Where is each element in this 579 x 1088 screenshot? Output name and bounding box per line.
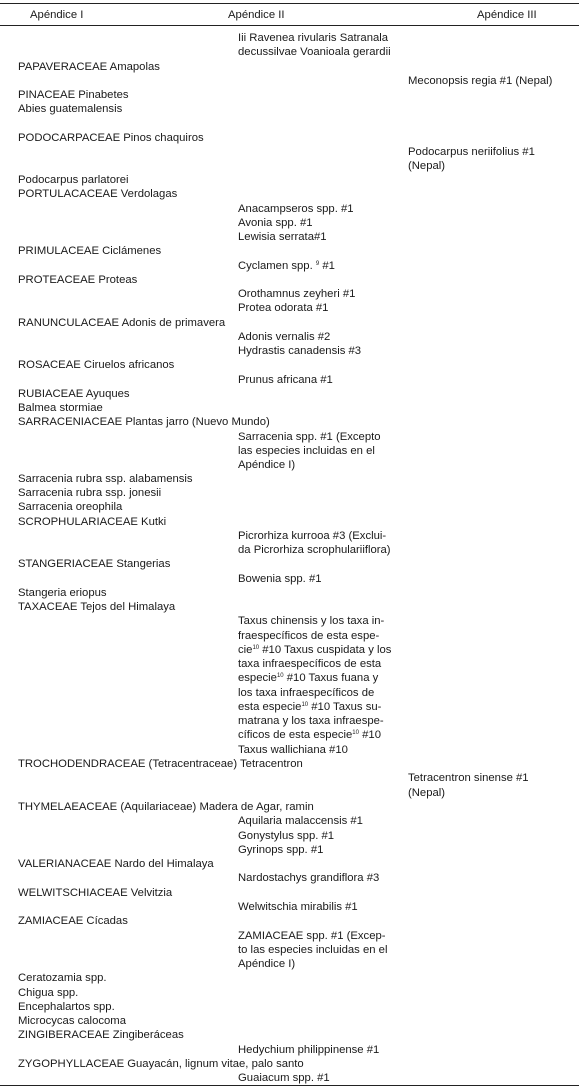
appendix-1-entry: STANGERIACEAE Stangerias	[18, 558, 171, 570]
appendix-1-entry: Sarracenia rubra ssp. alabamensis	[18, 473, 193, 485]
appendix-1-entry: Stangeria eriopus	[18, 587, 107, 599]
appendix-2-entry: Guaiacum spp. #1	[238, 1072, 330, 1084]
appendix-2-entry	[238, 259, 335, 273]
appendix-1-entry: ROSACEAE Ciruelos africanos	[18, 359, 175, 371]
appendix-1-entry: SCROPHULARIACEAE Kutki	[18, 516, 167, 528]
entry-text: #10 Taxus cuspidata y los	[259, 644, 392, 656]
appendix-1-entry: PROTEACEAE Proteas	[18, 274, 138, 286]
header-rule	[0, 25, 579, 26]
appendix-2-entry: Adonis vernalis #2	[238, 331, 331, 343]
appendix-2-entry: Aquilaria malaccensis #1	[238, 815, 363, 827]
appendix-1-entry: WELWITSCHIACEAE Velvitzia	[18, 887, 173, 899]
appendix-2-entry: los taxa infraespecíficos de	[238, 687, 375, 699]
appendix-1-entry: PODOCARPACEAE Pinos chaquiros	[18, 132, 204, 144]
entry-text: Cyclamen spp.	[238, 260, 316, 272]
appendix-1-entry: VALERIANACEAE Nardo del Himalaya	[18, 858, 214, 870]
appendix-2-entry: Nardostachys grandiflora #3	[238, 872, 380, 884]
entry-text: especie	[238, 672, 277, 684]
appendix-2-entry: da Picrorhiza scrophulariiflora)	[238, 544, 391, 556]
appendix-1-entry: Sarracenia rubra ssp. jonesii	[18, 487, 162, 499]
appendix-2-entry: fraespecíficos de esta espe-	[238, 630, 380, 642]
appendix-1-entry: Chigua spp.	[18, 987, 79, 999]
appendix-1-entry: Microcycas calocoma	[18, 1015, 126, 1027]
appendix-2-entry: to las especies incluidas en el	[238, 944, 388, 956]
appendix-1-entry: RUBIACEAE Ayuques	[18, 388, 130, 400]
footnote-marker: 10	[252, 645, 260, 651]
appendix-1-entry: TAXACEAE Tejos del Himalaya	[18, 601, 176, 613]
appendix-2-entry: Apéndice I)	[238, 459, 296, 471]
entry-text: #10	[358, 729, 381, 741]
appendix-2-entry: Prunus africana #1	[238, 374, 333, 386]
appendix-1-entry: ZYGOPHYLLACEAE Guayacán, lignum vitae, palo santo	[18, 1058, 304, 1070]
appendix-1-entry: PRIMULACEAE Ciclámenes	[18, 245, 162, 257]
appendix-3-entry: Podocarpus neriifolius #1	[408, 146, 535, 158]
entry-text: cíficos de esta especie	[238, 729, 353, 741]
appendix-2-entry: Hedychium philippinense #1	[238, 1044, 380, 1056]
appendix-1-entry: SARRACENIACEAE Plantas jarro (Nuevo Mundo)	[18, 416, 270, 428]
appendix-1-entry: ZAMIACEAE Cícadas	[18, 915, 128, 927]
appendix-3-entry: Tetracentron sinense #1	[408, 772, 529, 784]
footnote-marker: 10	[301, 702, 309, 708]
appendix-2-entry: Avonia spp. #1	[238, 217, 313, 229]
appendix-2-entry: Picrorhiza kurrooa #3 (Exclui-	[238, 530, 387, 542]
footnote-marker: 9	[315, 261, 320, 267]
appendix-1-entry: ZINGIBERACEAE Zingiberáceas	[18, 1029, 184, 1041]
appendix-2-entry: decussilvae Voanioala gerardii	[238, 46, 391, 58]
appendix-2-entry	[238, 700, 381, 714]
appendix-1-entry: Podocarpus parlatorei	[18, 174, 129, 186]
appendix-1-entry: Sarracenia oreophila	[18, 501, 123, 513]
appendix-2-entry: Protea odorata #1	[238, 302, 329, 314]
appendix-2-entry: Iii Ravenea rivularis Satranala	[238, 32, 389, 44]
appendix-2-entry: Gyrinops spp. #1	[238, 844, 324, 856]
appendix-2-entry: taxa infraespecíficos de esta	[238, 658, 382, 670]
appendix-2-entry: Anacampseros spp. #1	[238, 203, 354, 215]
appendix-1-entry: PINACEAE Pinabetes	[18, 89, 129, 101]
bottom-rule	[0, 1085, 579, 1086]
footnote-marker: 10	[352, 730, 359, 736]
footnote-marker: 10	[276, 673, 284, 679]
appendix-2-entry: Orothamnus zeyheri #1	[238, 288, 356, 300]
entry-text: #10 Taxus su-	[308, 701, 382, 713]
entry-text: esta especie	[238, 701, 302, 713]
appendix-2-entry	[238, 671, 378, 685]
appendix-1-entry: Abies guatemalensis	[18, 103, 123, 115]
appendix-1-entry: PAPAVERACEAE Amapolas	[18, 61, 160, 73]
appendix-2-entry: Taxus wallichiana #10	[238, 744, 348, 756]
entry-text: cie	[238, 644, 253, 656]
header-appendix-1: Apéndice I	[30, 9, 84, 21]
appendix-1-entry: PORTULACACEAE Verdolagas	[18, 188, 178, 200]
header-appendix-3: Apéndice III	[477, 9, 537, 21]
entry-text: #10 Taxus fuana y	[283, 672, 379, 684]
appendix-2-entry: Apéndice I)	[238, 958, 296, 970]
appendix-1-entry: TROCHODENDRACEAE (Tetracentraceae) Tetracentron	[18, 758, 303, 770]
appendix-2-entry: Hydrastis canadensis #3	[238, 345, 362, 357]
appendix-2-entry	[238, 643, 391, 657]
header-appendix-2: Apéndice II	[228, 9, 285, 21]
entry-text: #1	[319, 260, 335, 272]
appendix-2-entry: las especies incluidas en el	[238, 445, 375, 457]
appendix-2-entry: ZAMIACEAE spp. #1 (Excep-	[238, 930, 386, 942]
appendix-3-entry: Meconopsis regia #1 (Nepal)	[408, 75, 553, 87]
appendix-1-entry: RANUNCULACEAE Adonis de primavera	[18, 317, 226, 329]
appendix-2-entry: Bowenia spp. #1	[238, 573, 322, 585]
appendix-1-entry: THYMELAEACEAE (Aquilariaceae) Madera de Agar, ramin	[18, 801, 314, 813]
appendix-2-entry	[238, 728, 381, 742]
appendix-1-entry: Encephalartos spp.	[18, 1001, 115, 1013]
appendix-2-entry: Lewisia serrata#1	[238, 231, 327, 243]
appendix-1-entry: Ceratozamia spp.	[18, 972, 107, 984]
top-rule	[0, 3, 579, 4]
appendix-3-entry: (Nepal)	[408, 787, 446, 799]
appendix-2-entry: Taxus chinensis y los taxa in-	[238, 615, 385, 627]
appendix-2-entry: matrana y los taxa infraespe-	[238, 715, 384, 727]
appendix-1-entry: Balmea stormiae	[18, 402, 103, 414]
appendix-2-entry: Welwitschia mirabilis #1	[238, 901, 358, 913]
appendix-3-entry: (Nepal)	[408, 160, 446, 172]
appendix-2-entry: Sarracenia spp. #1 (Excepto	[238, 431, 381, 443]
appendix-2-entry: Gonystylus spp. #1	[238, 830, 335, 842]
